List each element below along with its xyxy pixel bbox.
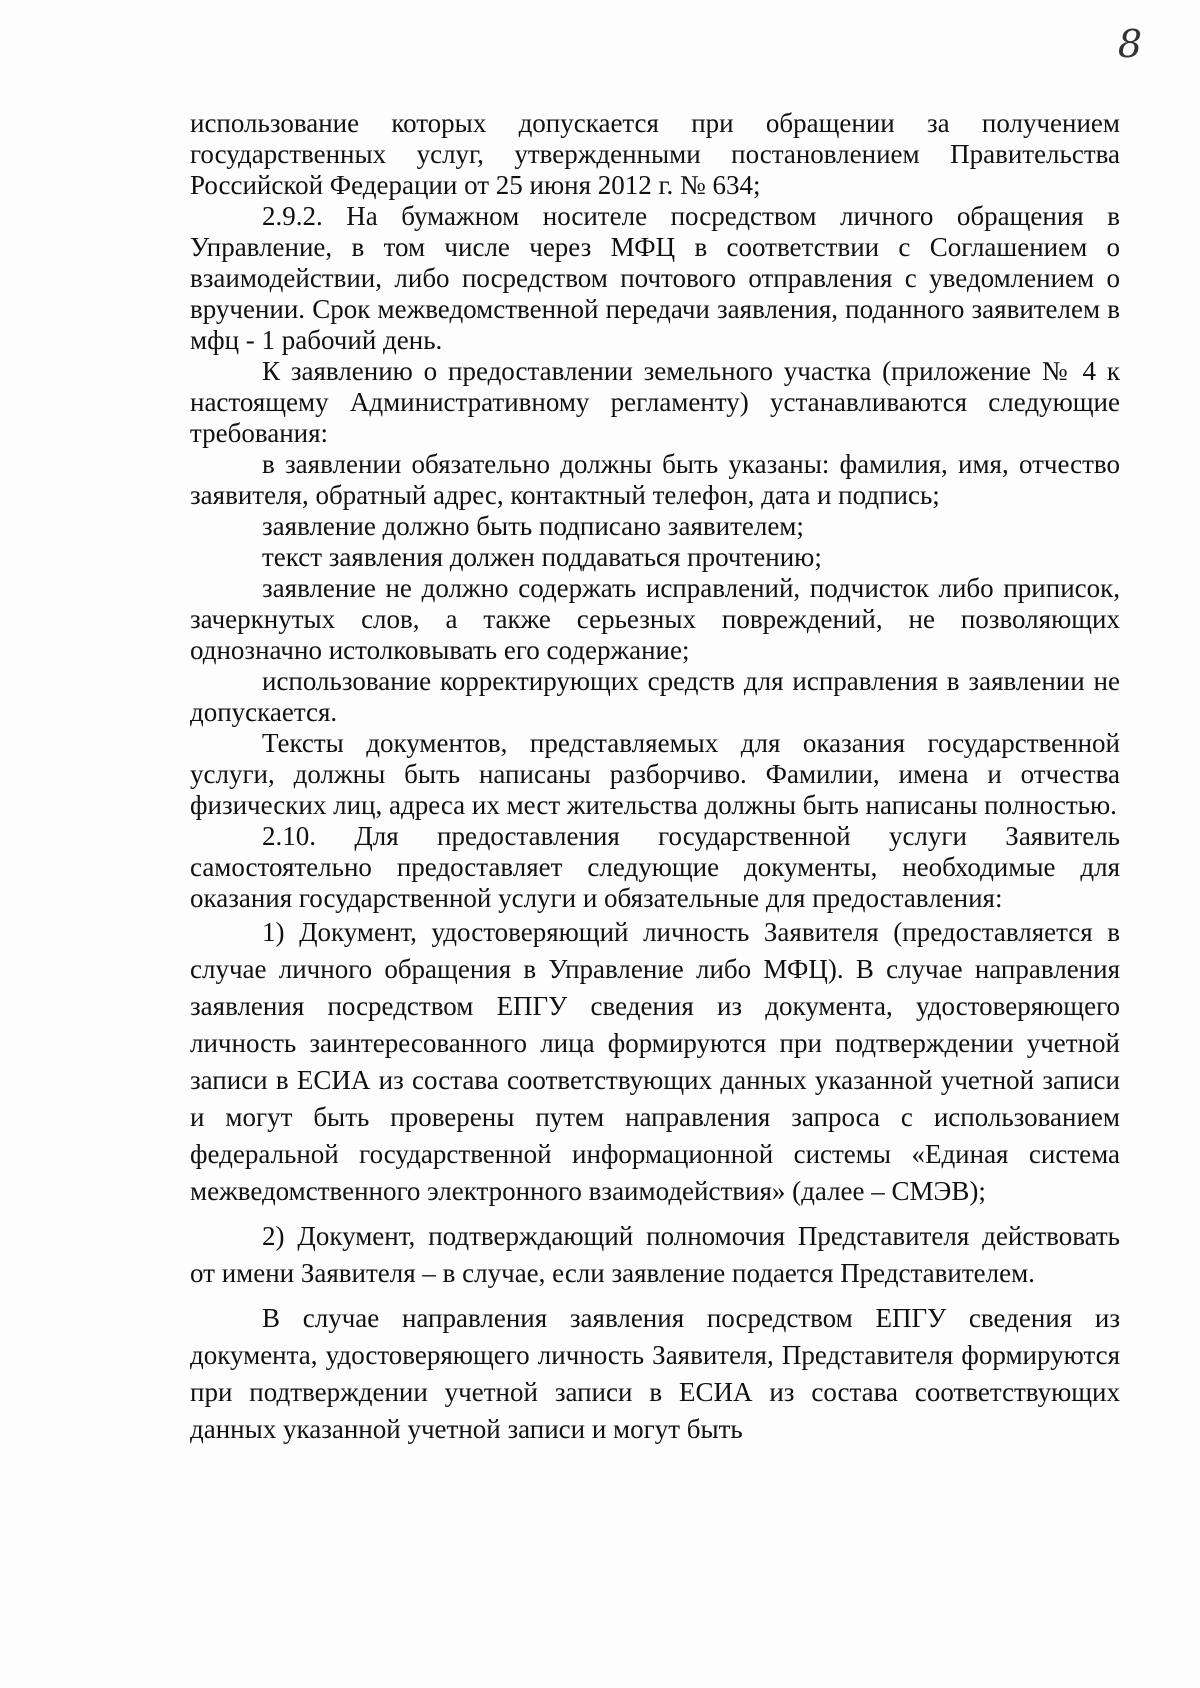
paragraph-signed: заявление должно быть подписано заявителем;	[262, 511, 804, 541]
document-body	[190, 108, 1120, 1448]
paragraph-1: использование которых допускается при обращении за получением государственных услуг, утвержденными постановлением Правительства Российской Федерации от 25 июня 2012 г. № 634;	[190, 108, 1120, 200]
paragraph-epgu: В случае направления заявления посредством ЕПГУ сведения из документа, удостоверяющего личность Заявителя, Представителя формируются при подтверждении учетной записи в ЕСИА из состава соответствующих данных указанной учетной записи и могут быть	[190, 1303, 1120, 1444]
paragraph-legibility: Тексты документов, представляемых для оказания государственной услуги, должны быть написаны разборчиво. Фамилии, имена и отчества физических лиц, адреса их мест жительства должны быть написаны полностью.	[190, 728, 1120, 820]
paragraph-2-9-2: 2.9.2. На бумажном носителе посредством личного обращения в Управление, в том числе через МФЦ в соответствии с Соглашением о взаимодействии, либо посредством почтового отправления с уведомлением о вручении. Срок межведомственной передачи заявления, поданного заявителем в мфц - 1 рабочий день.	[190, 201, 1120, 355]
paragraph-item-1: 1) Документ, удостоверяющий личность Заявителя (предоставляется в случае личного обращения в Управление либо МФЦ). В случае направления заявления посредством ЕПГУ сведения из документа, удостоверяющего личность заинтересованного лица формируются при подтверждении учетной записи в ЕСИА из состава соответствующих данных указанной учетной записи и могут быть проверены путем направления запроса с использованием федеральной государственной информационной системы «Единая система межведомственного электронного взаимодействия» (далее – СМЭВ);	[190, 917, 1120, 1206]
paragraph-2-10: 2.10. Для предоставления государственной услуги Заявитель самостоятельно предоставляет следующие документы, необходимые для оказания государственной услуги и обязательные для предоставления:	[190, 821, 1120, 913]
paragraph-no-corrections: заявление не должно содержать исправлений, подчисток либо приписок, зачеркнутых слов, а также серьезных повреждений, не позволяющих однозначно истолковывать его содержание;	[190, 573, 1120, 665]
page-number: 8	[1117, 22, 1142, 66]
paragraph-readable: текст заявления должен поддаваться прочтению;	[262, 542, 822, 572]
paragraph-application-requirements: К заявлению о предоставлении земельного участка (приложение № 4 к настоящему Административному регламенту) устанавливаются следующие требования:	[190, 356, 1120, 448]
paragraph-required-fields: в заявлении обязательно должны быть указаны: фамилия, имя, отчество заявителя, обратный адрес, контактный телефон, дата и подпись;	[190, 449, 1120, 510]
paragraph-item-2: 2) Документ, подтверждающий полномочия Представителя действовать от имени Заявителя – в случае, если заявление подается Представителем.	[190, 1221, 1120, 1288]
paragraph-no-correctors: использование корректирующих средств для исправления в заявлении не допускается.	[190, 666, 1120, 727]
